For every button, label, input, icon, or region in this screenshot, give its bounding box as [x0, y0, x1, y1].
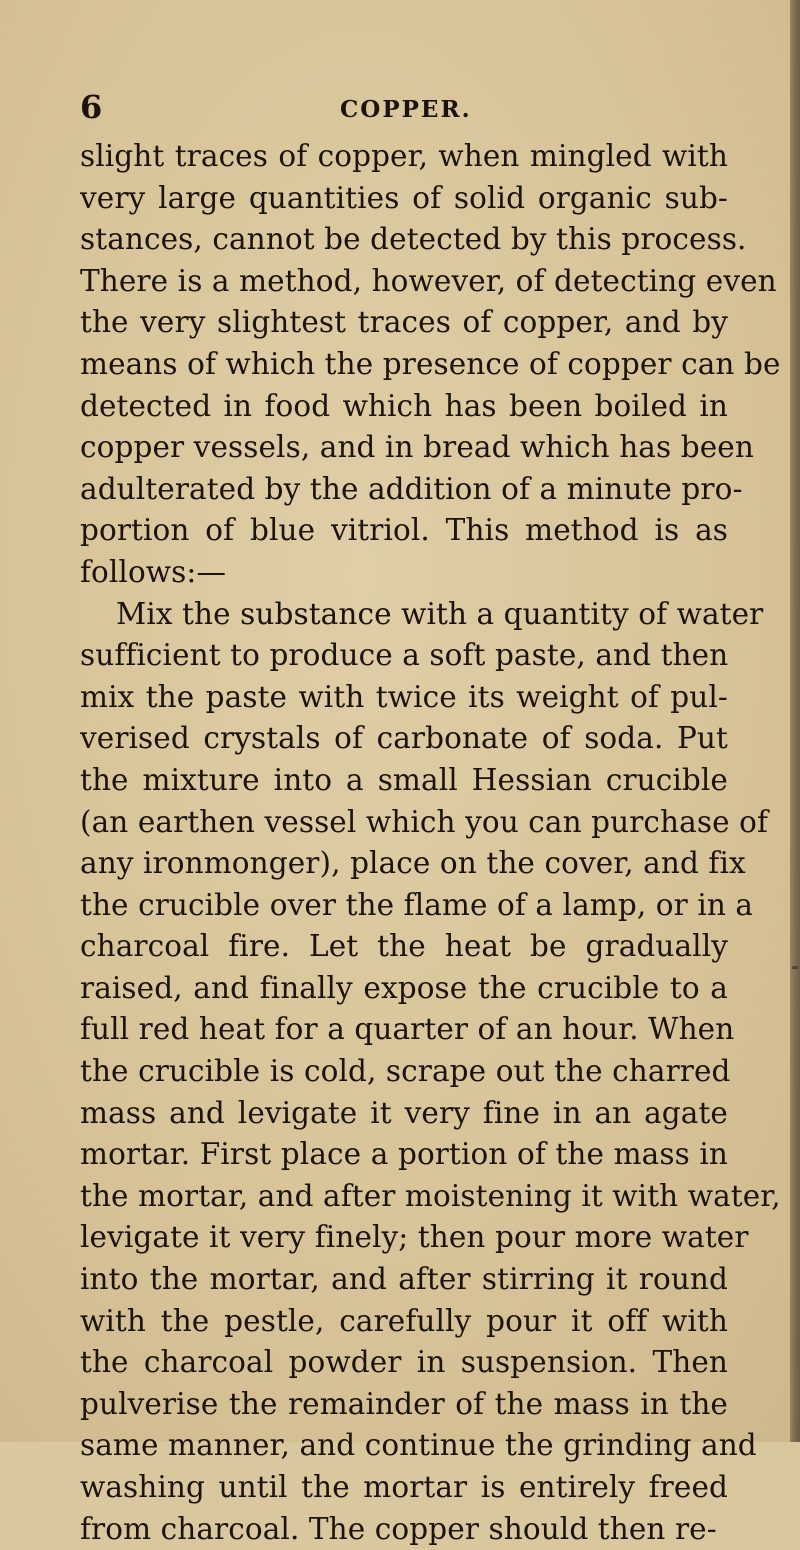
text-line: sufficient to produce a soft paste, and then [80, 638, 729, 673]
text-line: full red heat for a quarter of an hour. When [80, 1012, 735, 1047]
text-line: the charcoal powder in suspension. Then [80, 1345, 728, 1380]
body-text [80, 136, 781, 1550]
text-line: the very slightest traces of copper, and by [80, 305, 728, 340]
page-edge-shadow [790, 0, 800, 1442]
text-line: means of which the presence of copper can be [80, 346, 781, 381]
text-line: mix the paste with twice its weight of pul- [80, 679, 728, 714]
text-line: mortar. First place a portion of the mass in [80, 1137, 728, 1172]
text-line: levigate it very finely; then pour more water [80, 1220, 749, 1255]
text-line: into the mortar, and after stirring it round [80, 1262, 728, 1297]
text-line: from charcoal. The copper should then re- [80, 1511, 717, 1546]
text-line: any ironmonger), place on the cover, and fix [80, 846, 746, 881]
text-line: the crucible is cold, scrape out the charred [80, 1054, 731, 1089]
text-line: detected in food which has been boiled in [80, 388, 728, 423]
text-line: slight traces of copper, when mingled with [80, 139, 728, 173]
text-line: adulterated by the addition of a minute pro- [80, 471, 743, 506]
text-line: raised, and finally expose the crucible to a [80, 970, 728, 1005]
text-line: copper vessels, and in bread which has been [80, 430, 754, 465]
text-line: pulverise the remainder of the mass in the [80, 1386, 728, 1421]
text-line: mass and levigate it very fine in an agate [80, 1095, 728, 1130]
text-line: the mixture into a small Hessian crucible [80, 762, 728, 797]
text-line: portion of blue vitriol. This method is as [80, 513, 728, 548]
text-line: same manner, and continue the grinding and [80, 1428, 757, 1463]
text-line: with the pestle, carefully pour it off with [80, 1303, 728, 1338]
text-line: There is a method, however, of detecting even [80, 263, 777, 298]
text-line: very large quantities of solid organic sub- [80, 180, 728, 215]
margin-mark [792, 966, 798, 969]
paragraph-first-line: Mix the substance with a quantity of water [116, 596, 764, 631]
text-line: the crucible over the flame of a lamp, or in a [80, 887, 754, 922]
page-number: 6 [80, 88, 104, 126]
text-line: charcoal fire. Let the heat be gradually [80, 929, 728, 964]
text-line: stances, cannot be detected by this process. [80, 222, 747, 257]
text-line: the mortar, and after moistening it with water, [80, 1178, 781, 1213]
text-line: washing until the mortar is entirely freed [80, 1470, 728, 1504]
page-header [80, 88, 720, 128]
text-line: follows:— [80, 554, 227, 589]
running-head: COPPER. [340, 96, 472, 123]
text-line: (an earthen vessel which you can purchase of [80, 804, 768, 839]
text-line: verised crystals of carbonate of soda. Put [80, 721, 728, 756]
